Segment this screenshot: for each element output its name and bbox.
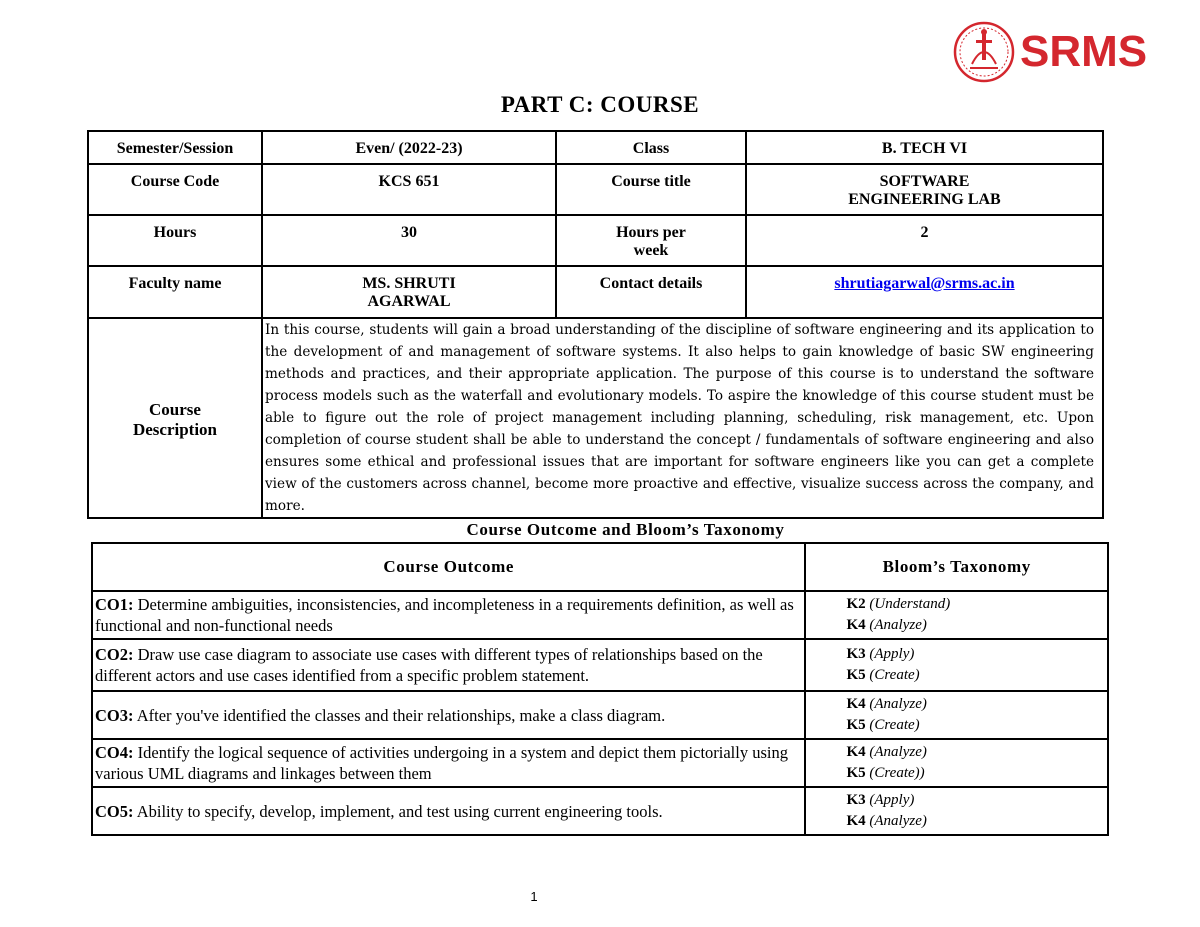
bloom-level-2 bbox=[846, 615, 1107, 636]
table-row bbox=[88, 131, 1103, 164]
table-header-row bbox=[92, 543, 1108, 591]
bloom-desc: (Understand) bbox=[869, 596, 951, 612]
hours-label: Hours bbox=[88, 215, 262, 266]
faculty-line2: AGARWAL bbox=[367, 293, 451, 310]
bloom-cell bbox=[805, 739, 1108, 787]
class-label: Class bbox=[556, 131, 746, 164]
course-outcome-cell bbox=[92, 691, 805, 739]
contact-cell bbox=[746, 266, 1103, 318]
desc-label-line1: Course bbox=[149, 400, 201, 419]
bloom-desc: (Analyze) bbox=[869, 744, 927, 760]
bloom-level-1 bbox=[846, 790, 1107, 811]
co-code: CO2: bbox=[95, 645, 134, 664]
semester-value: Even/ (2022-23) bbox=[262, 131, 556, 164]
bloom-desc: (Create) bbox=[869, 667, 920, 683]
co-code: CO1: bbox=[95, 595, 134, 614]
bloom-desc: (Analyze) bbox=[869, 813, 927, 829]
bloom-desc: (Analyze) bbox=[869, 617, 927, 633]
table-row bbox=[88, 164, 1103, 215]
bloom-code: K5 bbox=[846, 765, 866, 781]
srms-emblem-icon bbox=[952, 20, 1016, 84]
course-outcome-cell bbox=[92, 739, 805, 787]
bloom-code: K4 bbox=[846, 617, 866, 633]
bloom-level-1 bbox=[846, 694, 1107, 715]
co-code: CO5: bbox=[95, 801, 134, 821]
contact-label: Contact details bbox=[556, 266, 746, 318]
course-description-label bbox=[88, 318, 262, 518]
faculty-value bbox=[262, 266, 556, 318]
bloom-code: K4 bbox=[846, 744, 866, 760]
course-outcome-cell bbox=[92, 639, 805, 691]
hours-per-week-value: 2 bbox=[746, 215, 1103, 266]
table-row bbox=[88, 318, 1103, 518]
course-outcome-cell bbox=[92, 787, 805, 835]
course-outcome-cell bbox=[92, 591, 805, 639]
bloom-level-2 bbox=[846, 715, 1107, 736]
table-row bbox=[92, 739, 1108, 787]
bloom-cell bbox=[805, 787, 1108, 835]
srms-logo bbox=[952, 20, 1152, 84]
co-text: Determine ambiguities, inconsistencies, and incompleteness in a requirements definition, as well as functional and non-functional needs bbox=[95, 595, 794, 635]
bloom-desc: (Apply) bbox=[869, 792, 915, 808]
co-text: Identify the logical sequence of activities undergoing in a system and depict them pictorially using various UML diagrams and linkages between them bbox=[95, 743, 788, 783]
bloom-code: K3 bbox=[846, 646, 866, 662]
hours-per-week-label bbox=[556, 215, 746, 266]
co-code: CO3: bbox=[95, 705, 134, 725]
bloom-cell bbox=[805, 639, 1108, 691]
table-row bbox=[88, 266, 1103, 318]
bloom-cell bbox=[805, 591, 1108, 639]
bloom-desc: (Apply) bbox=[869, 646, 915, 662]
bloom-level-1 bbox=[846, 742, 1107, 763]
course-title-value bbox=[746, 164, 1103, 215]
bloom-desc: (Analyze) bbox=[869, 696, 927, 712]
bloom-code: K3 bbox=[846, 792, 866, 808]
faculty-line1: MS. SHRUTI bbox=[362, 275, 456, 292]
class-value: B. TECH VI bbox=[746, 131, 1103, 164]
table-row bbox=[92, 691, 1108, 739]
col-course-outcome: Course Outcome bbox=[92, 543, 805, 591]
course-info-table bbox=[87, 130, 1104, 519]
table-row bbox=[92, 591, 1108, 639]
col-blooms-taxonomy: Bloom’s Taxonomy bbox=[805, 543, 1108, 591]
faculty-label: Faculty name bbox=[88, 266, 262, 318]
co-code: CO4: bbox=[95, 743, 134, 762]
hours-value: 30 bbox=[262, 215, 556, 266]
contact-email-link[interactable]: shrutiagarwal@srms.ac.in bbox=[834, 275, 1015, 292]
course-title-line1: SOFTWARE bbox=[879, 173, 970, 190]
co-text: Draw use case diagram to associate use cases with different types of relationships based on the different actors and use cases identified from a specific problem statement. bbox=[95, 645, 763, 685]
course-title-label: Course title bbox=[556, 164, 746, 215]
table-row bbox=[92, 787, 1108, 835]
logo-text: SRMS bbox=[1020, 27, 1148, 76]
page-number: 1 bbox=[530, 889, 538, 904]
co-text: Ability to specify, develop, implement, and test using current engineering tools. bbox=[136, 801, 663, 821]
page-title: PART C: COURSE bbox=[500, 92, 700, 117]
bloom-code: K5 bbox=[846, 717, 866, 733]
course-description-text: In this course, students will gain a broad understanding of the discipline of software engineering and its application to the development of and management of software systems. It also helps to gain knowledge of basic SW engineering methods and practices, and their appropriate application. The purpose of this course is to understand the software process models such as the waterfall and evolutionary models. To aspire the knowledge of this course student must be able to figure out the role of project management including planning, scheduling, risk management, etc. Upon completion of course student shall be able to understand the concept / fundamentals of software engineering and also ensures some ethical and professional issues that are important for software engineers like you can get a complete view of the customers across channel, become more proactive and effective, visualize success across the company, and more. bbox=[262, 318, 1103, 518]
co-text: After you've identified the classes and their relationships, make a class diagram. bbox=[136, 705, 666, 725]
course-code-value: KCS 651 bbox=[262, 164, 556, 215]
bloom-cell bbox=[805, 691, 1108, 739]
desc-label-line2: Description bbox=[132, 420, 218, 439]
bloom-level-1 bbox=[846, 644, 1107, 665]
table-row bbox=[92, 639, 1108, 691]
bloom-desc: (Create) bbox=[869, 717, 920, 733]
bloom-level-2 bbox=[846, 811, 1107, 832]
bloom-level-2 bbox=[846, 665, 1107, 686]
course-code-label: Course Code bbox=[88, 164, 262, 215]
outcomes-heading: Course Outcome and Bloom’s Taxonomy bbox=[466, 520, 785, 539]
hpw-line2: week bbox=[633, 242, 669, 259]
bloom-level-2 bbox=[846, 763, 1107, 784]
bloom-code: K4 bbox=[846, 696, 866, 712]
bloom-code: K5 bbox=[846, 667, 866, 683]
table-row bbox=[88, 215, 1103, 266]
semester-label: Semester/Session bbox=[88, 131, 262, 164]
bloom-code: K4 bbox=[846, 813, 866, 829]
outcomes-table bbox=[91, 542, 1109, 836]
bloom-code: K2 bbox=[846, 596, 866, 612]
course-title-line2: ENGINEERING LAB bbox=[848, 191, 1001, 208]
hpw-line1: Hours per bbox=[616, 224, 686, 241]
bloom-level-1 bbox=[846, 594, 1107, 615]
bloom-desc: (Create)) bbox=[869, 765, 925, 781]
